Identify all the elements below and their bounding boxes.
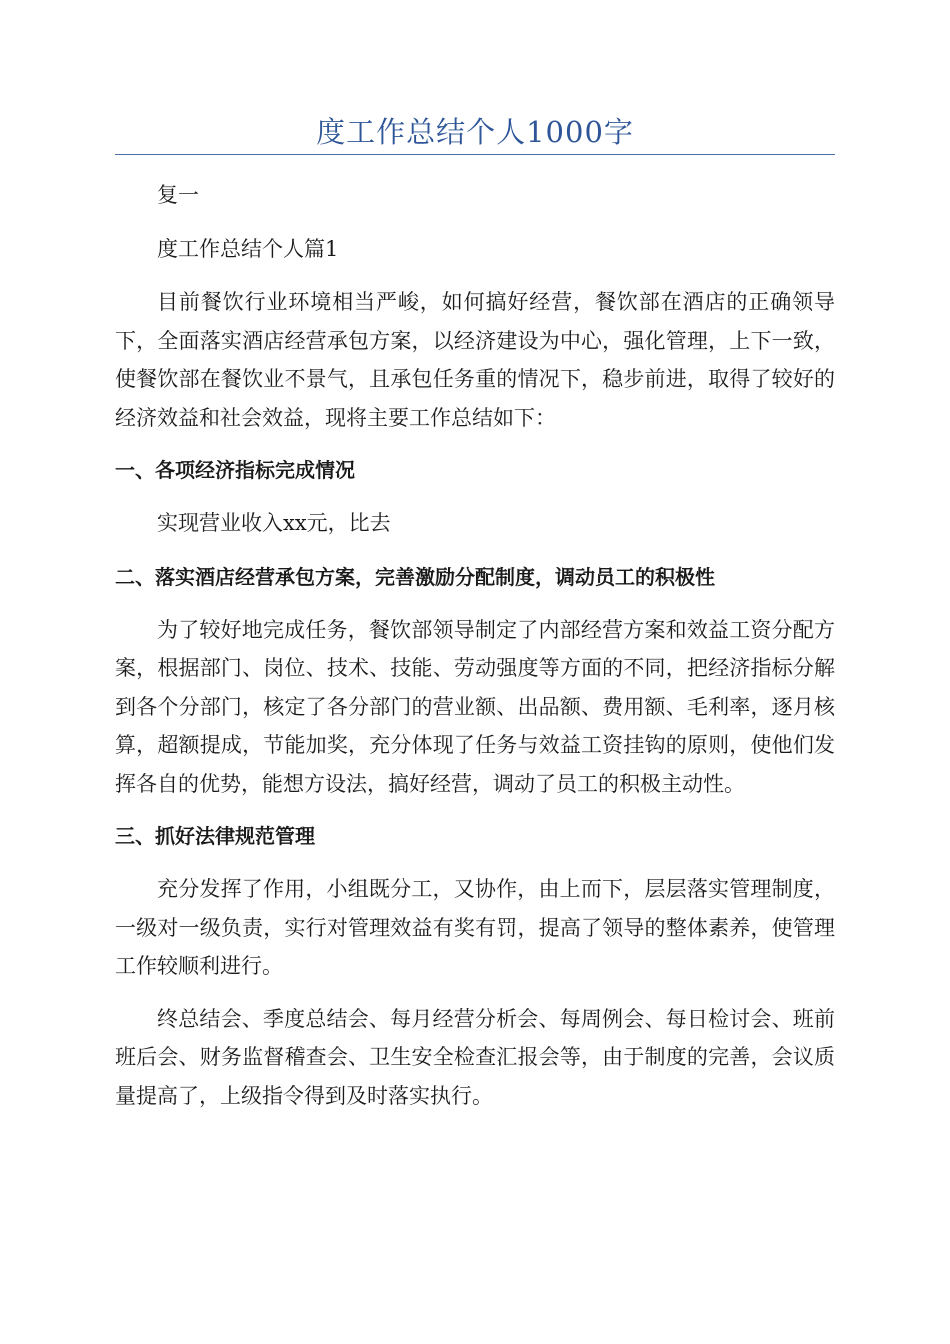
paragraph-intro: 复一 [157, 183, 199, 207]
paragraph-management: 充分发挥了作用，小组既分工，又协作，由上而下，层层落实管理制度，一级对一级负责，实行对管理效益有奖有罚，提高了领导的整体素养，使管理工作较顺利进行。 [115, 877, 835, 978]
paragraph-subtitle: 度工作总结个人篇1 [157, 236, 339, 261]
document-body [115, 176, 835, 1115]
paragraph-overview: 目前餐饮行业环境相当严峻，如何搞好经营，餐饮部在酒店的正确领导下，全面落实酒店经营承包方案，以经济建设为中心，强化管理，上下一致，使餐饮部在餐饮业不景气，且承包任务重的情况下，稳步前进，取得了较好的经济效益和社会效益，现将主要工作总结如下： [115, 290, 835, 430]
paragraph-revenue: 实现营业收入xx元，比去 [157, 511, 391, 535]
paragraph-incentive: 为了较好地完成任务，餐饮部领导制定了内部经营方案和效益工资分配方案，根据部门、岗位、技术、技能、劳动强度等方面的不同，把经济指标分解到各个分部门，核定了各分部门的营业额、出品额、费用额、毛利率，逐月核算，超额提成，节能加奖，充分体现了任务与效益工资挂钩的原则，使他们发挥各自的优势，能想方设法，搞好经营，调动了员工的积极主动性。 [115, 617, 835, 796]
section-heading-3: 三、抓好法律规范管理 [115, 824, 315, 848]
section-heading-2: 二、落实酒店经营承包方案，完善激励分配制度，调动员工的积极性 [115, 564, 715, 589]
document-title: 度工作总结个人1000字 [316, 115, 634, 149]
paragraph-meetings: 终总结会、季度总结会、每月经营分析会、每周例会、每日检讨会、班前班后会、财务监督稽查会、卫生安全检查汇报会等，由于制度的完善，会议质量提高了，上级指令得到及时落实执行。 [115, 1006, 835, 1108]
section-heading-1: 一、各项经济指标完成情况 [115, 458, 355, 482]
title-underline [115, 154, 835, 155]
